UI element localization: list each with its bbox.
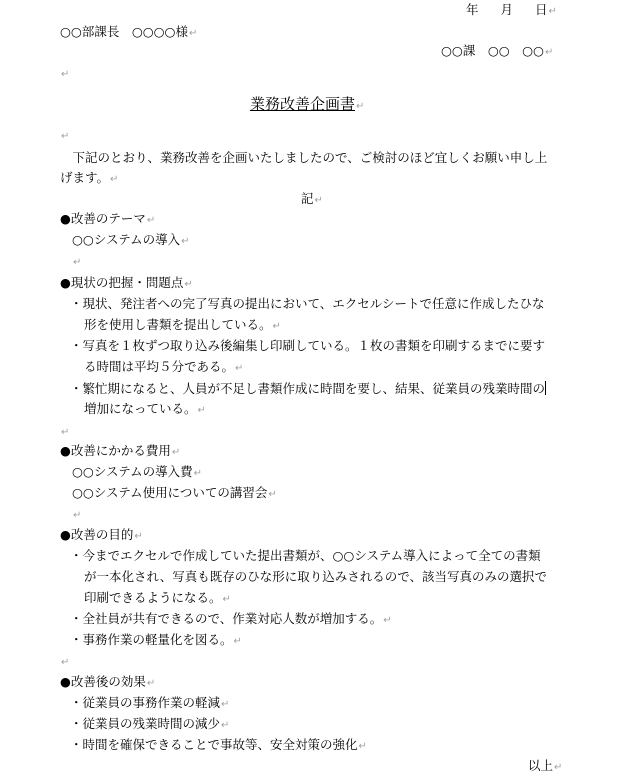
list-item-continuation bbox=[84, 360, 243, 374]
sender-line bbox=[441, 44, 553, 58]
item-text: ・今までエクセルで作成していた提出書類が、○○システム導入によって全ての書類 bbox=[70, 548, 541, 563]
list-item bbox=[70, 381, 546, 395]
item-text: ○○システムの導入費 bbox=[72, 464, 193, 479]
date-year: 年 bbox=[466, 2, 479, 17]
empty-paragraph bbox=[60, 424, 69, 438]
section-heading-purpose bbox=[60, 528, 143, 542]
paragraph-mark-icon: ↵ bbox=[184, 279, 193, 290]
empty-paragraph bbox=[60, 128, 69, 142]
paragraph-mark-icon: ↵ bbox=[171, 447, 181, 458]
item-text: る時間は平均５分である。 bbox=[84, 359, 235, 374]
item-text: ○○システムの導入 bbox=[72, 232, 181, 247]
item-text: 印刷できるようになる。 bbox=[84, 590, 222, 605]
heading-text: ●改善にかかる費用 bbox=[60, 443, 171, 458]
ki-heading bbox=[301, 192, 323, 206]
paragraph-mark-icon: ↵ bbox=[146, 215, 156, 226]
empty-paragraph bbox=[60, 66, 69, 80]
intro-line-1 bbox=[60, 151, 547, 165]
item-text: ・写真を１枚ずつ取り込み後編集し印刷している。１枚の書類を印刷するまでに要す bbox=[70, 338, 546, 353]
paragraph-mark-icon: ↵ bbox=[61, 427, 70, 438]
closing bbox=[528, 759, 562, 773]
paragraph-mark-icon: ↵ bbox=[221, 720, 230, 731]
sender: ○○課 ○○ ○○ bbox=[441, 43, 544, 58]
section-heading-effects bbox=[60, 675, 155, 689]
paragraph-mark-icon: ↵ bbox=[188, 28, 198, 39]
list-item bbox=[72, 465, 202, 479]
intro-text: げます。 bbox=[60, 170, 110, 185]
section-heading-theme bbox=[60, 212, 155, 226]
paragraph-mark-icon: ↵ bbox=[134, 531, 143, 542]
item-text: が一本化され、写真も既存のひな形に取り込みされるので、該当写真のみの選択で bbox=[84, 569, 548, 584]
paragraph-mark-icon: ↵ bbox=[61, 657, 70, 668]
heading-text: ●改善後の効果 bbox=[60, 674, 146, 689]
list-item bbox=[70, 297, 544, 311]
paragraph-mark-icon: ↵ bbox=[383, 615, 392, 626]
paragraph-mark-icon: ↵ bbox=[554, 762, 563, 773]
list-item bbox=[70, 717, 229, 731]
intro-text: 下記のとおり、業務改善を企画いたしましたので、ご検討のほど宜しくお願い申し上 bbox=[60, 150, 548, 165]
list-item bbox=[70, 549, 541, 563]
list-item-continuation bbox=[84, 402, 206, 416]
item-text: ・全社員が共有できるので、作業対応人数が増加する。 bbox=[70, 611, 383, 626]
text-caret bbox=[545, 381, 546, 395]
list-item bbox=[70, 696, 229, 710]
paragraph-mark-icon: ↵ bbox=[544, 47, 554, 58]
paragraph-mark-icon: ↵ bbox=[73, 257, 82, 268]
section-heading-cost bbox=[60, 444, 180, 458]
paragraph-mark-icon: ↵ bbox=[61, 131, 70, 142]
paragraph-mark-icon: ↵ bbox=[193, 468, 202, 479]
list-item bbox=[70, 339, 545, 353]
item-text: ・従業員の事務作業の軽減 bbox=[70, 695, 221, 710]
item-text: ・現状、発注者への完了写真の提出において、エクセルシートで任意に作成したひな bbox=[70, 296, 545, 311]
empty-paragraph bbox=[60, 654, 69, 668]
empty-paragraph bbox=[72, 254, 81, 268]
paragraph-mark-icon: ↵ bbox=[222, 594, 231, 605]
date-day: 日 bbox=[535, 2, 548, 17]
paragraph-mark-icon: ↵ bbox=[197, 405, 206, 416]
item-text: ・事務作業の軽量化を図る。 bbox=[70, 632, 233, 647]
paragraph-mark-icon: ↵ bbox=[272, 321, 281, 332]
title-text: 業務改善企画書 bbox=[250, 95, 356, 113]
paragraph-mark-icon: ↵ bbox=[233, 636, 242, 647]
list-item bbox=[72, 486, 277, 500]
paragraph-mark-icon: ↵ bbox=[268, 489, 277, 500]
item-text: ○○システム使用についての講習会 bbox=[72, 485, 268, 500]
recipient-line bbox=[60, 25, 197, 39]
item-text: ・時間を確保できることで事故等、安全対策の強化 bbox=[70, 737, 358, 752]
list-item-continuation bbox=[84, 591, 231, 605]
closing-text: 以上 bbox=[528, 758, 554, 773]
paragraph-mark-icon: ↵ bbox=[235, 363, 244, 374]
item-text: ・従業員の残業時間の減少 bbox=[70, 716, 221, 731]
paragraph-mark-icon: ↵ bbox=[548, 6, 557, 17]
heading-text: ●改善の目的 bbox=[60, 527, 134, 542]
heading-text: ●改善のテーマ bbox=[60, 211, 146, 226]
item-text: 増加になっている。 bbox=[84, 401, 197, 416]
paragraph-mark-icon: ↵ bbox=[146, 678, 156, 689]
item-text: 形を使用し書類を提出している。 bbox=[84, 317, 272, 332]
paragraph-mark-icon: ↵ bbox=[181, 236, 190, 247]
paragraph-mark-icon: ↵ bbox=[221, 699, 230, 710]
list-item-continuation bbox=[84, 318, 281, 332]
ki-text: 記 bbox=[301, 191, 314, 206]
paragraph-mark-icon: ↵ bbox=[314, 195, 323, 206]
paragraph-mark-icon: ↵ bbox=[358, 741, 367, 752]
empty-paragraph bbox=[72, 507, 81, 521]
list-item bbox=[70, 738, 367, 752]
paragraph-mark-icon: ↵ bbox=[61, 69, 70, 80]
paragraph-mark-icon: ↵ bbox=[356, 101, 365, 112]
date-month: 月 bbox=[500, 2, 514, 17]
date-line bbox=[466, 3, 557, 17]
intro-line-2 bbox=[60, 171, 118, 185]
document-title bbox=[250, 95, 364, 113]
section-heading-current-issues bbox=[60, 276, 193, 290]
list-item-continuation bbox=[84, 570, 547, 584]
list-item bbox=[70, 633, 242, 647]
paragraph-mark-icon: ↵ bbox=[110, 174, 119, 185]
item-text: ・繁忙期になると、人員が不足し書類作成に時間を要し、結果、従業員の残業時間の bbox=[70, 381, 546, 396]
paragraph-mark-icon: ↵ bbox=[73, 510, 82, 521]
list-item bbox=[72, 233, 189, 247]
heading-text: ●現状の把握・問題点 bbox=[60, 275, 184, 290]
recipient: ○○部課長 ○○○○様 bbox=[60, 24, 188, 39]
list-item bbox=[70, 612, 392, 626]
